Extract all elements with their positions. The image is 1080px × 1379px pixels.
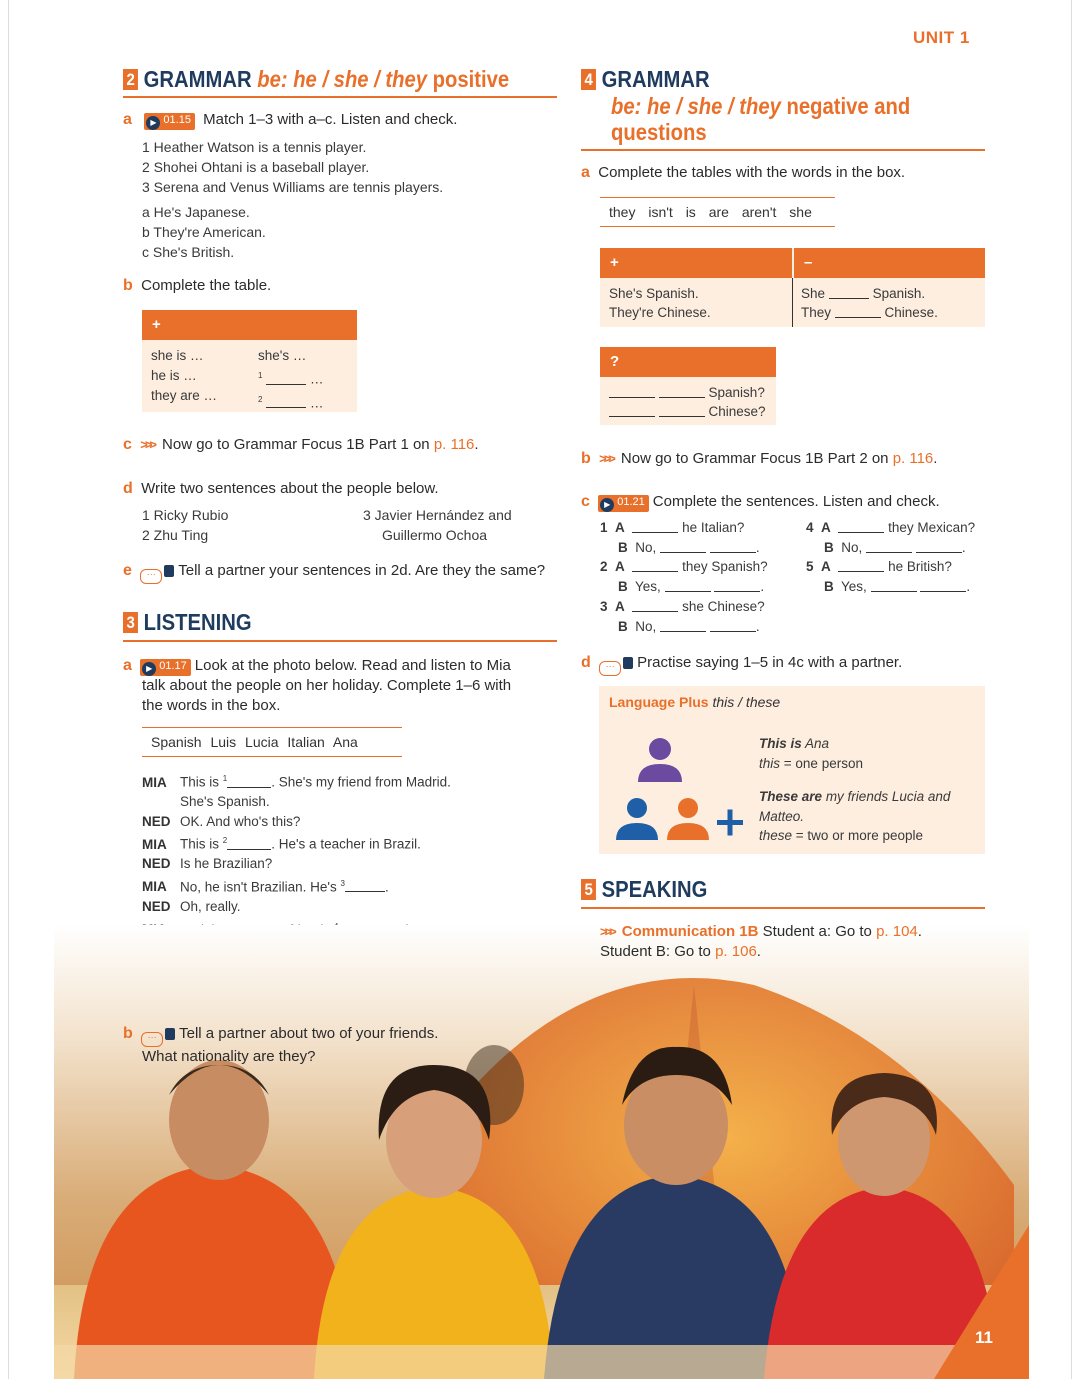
list-item: 1 Heather Watson is a tennis player. (142, 139, 367, 155)
table-header-question: ? (600, 347, 776, 377)
speech-bubble-icon: ··· (140, 569, 162, 584)
table-column-minus: She Spanish. They Chinese. (801, 286, 938, 320)
answer-blank[interactable] (227, 838, 271, 850)
section-rule (123, 96, 557, 98)
answer-blank[interactable] (714, 580, 760, 592)
table-header-plus: + (600, 248, 792, 278)
exercise-4c-items-left: 1 A he Italian? B No, . 2 A they Spanish? B Yes, . 3 A she Chinese? B No, . (600, 520, 768, 634)
play-icon: ▶ (146, 116, 160, 130)
answer-blank[interactable] (829, 287, 869, 299)
match-list (142, 137, 443, 262)
answer-blank[interactable] (632, 560, 678, 572)
page-number: 11 (975, 1328, 993, 1347)
exercise-4c-items-right: 4 A they Mexican? B No, . 5 A he British? B Yes, . (806, 520, 976, 595)
table-header-plus: + (142, 310, 357, 340)
two-people-plus-icon (613, 796, 753, 844)
exercise-2e: e ··· Tell a partner your sentences in 2d. Are they the same? (123, 562, 545, 584)
answer-blank[interactable] (838, 560, 884, 572)
language-plus-text: This is Ana this = one person These are my friends Lucia and Matteo. these = two or more people (759, 736, 951, 843)
answer-blank[interactable] (871, 580, 917, 592)
section-number: 2 (123, 69, 138, 90)
section-rule (581, 907, 985, 909)
people-list-left: 1 Ricky Rubio 2 Zhu Ting (142, 507, 229, 543)
answer-blank[interactable] (345, 880, 385, 892)
section-rule (581, 149, 985, 151)
double-chevron-icon: >>> (600, 924, 614, 939)
holiday-photo (54, 925, 1029, 1379)
page-link[interactable]: p. 116 (892, 450, 934, 467)
table-column-right: she's … $^1$ … $^2$ … (258, 348, 324, 410)
answer-blank[interactable] (266, 396, 306, 408)
answer-blank[interactable] (609, 405, 655, 417)
section-title: GRAMMAR (143, 66, 252, 92)
table-column-question: Spanish? Chinese? (609, 383, 766, 421)
answer-blank[interactable] (665, 580, 711, 592)
one-person-icon (635, 736, 685, 784)
answer-blank[interactable] (660, 541, 706, 553)
speaking-instructions: >>> Communication 1B Student a: Go to p. 104. Student B: Go to p. 106. (600, 923, 922, 960)
list-item: a He's Japanese. (142, 204, 250, 220)
exercise-2b: b Complete the table. (123, 277, 272, 294)
section-title: SPEAKING (601, 876, 708, 902)
answer-blank[interactable] (659, 405, 705, 417)
exercise-4c: c ▶ 01.21 Complete the sentences. Listen and check. (581, 493, 940, 510)
dialogue: MIA This is $^1$ . She's my friend from Madrid. She's Spanish. NED OK. And who's this? MIA This is $^2$ . He's a teacher in Brazil. NED Is he Brazilian? MIA No, he isn't Brazilian. He's $^3$ . NED Oh, really. (142, 769, 457, 1022)
list-item: b They're American. (142, 224, 266, 240)
people-list-right: 3 Javier Hernández and Guillermo Ochoa (363, 507, 512, 543)
word-box-3a: Spanish Luis Lucia Italian Ana (142, 727, 402, 757)
word-box-4a: they isn't is are aren't she (600, 197, 835, 227)
answer-blank[interactable] (632, 600, 678, 612)
exercise-3a: a ▶ 01.17 Look at the photo below. Read and listen to Mia talk about the people on her holiday. Complete 1–6 with the words in the box. (123, 657, 512, 714)
section-title: LISTENING (143, 609, 252, 635)
exercise-4a: a Complete the tables with the words in the box. (581, 164, 906, 181)
section-2-heading (123, 66, 509, 93)
play-icon: ▶ (600, 498, 614, 512)
exercise-3b: b ··· Tell a partner about two of your friends. What nationality are they? (123, 1025, 439, 1065)
answer-blank[interactable] (920, 580, 966, 592)
answer-blank[interactable] (710, 620, 756, 632)
exercise-2a: a ▶ 01.15 Match 1–3 with a–c. Listen and check. (123, 111, 458, 128)
section-rule (123, 640, 557, 642)
exercise-2c: c >>> Now go to Grammar Focus 1B Part 1 on p. 116. (123, 436, 479, 453)
page-link[interactable]: p. 104 (876, 923, 918, 940)
list-item: 2 Shohei Ohtani is a baseball player. (142, 159, 370, 175)
answer-blank[interactable] (659, 386, 705, 398)
section-title: GRAMMAR (601, 66, 710, 92)
answer-blank[interactable] (916, 541, 962, 553)
grammar-table-question (600, 347, 776, 425)
answer-blank[interactable] (835, 306, 881, 318)
exercise-2d: d Write two sentences about the people below. (123, 480, 439, 497)
table-column-plus: She's Spanish. They're Chinese. (609, 286, 711, 320)
section-4-heading (581, 66, 710, 93)
answer-blank[interactable] (710, 541, 756, 553)
double-chevron-icon: >>> (140, 437, 155, 452)
language-plus-title: Language Plus this / these (609, 694, 781, 710)
table-header-minus: – (794, 248, 985, 278)
audio-track-button[interactable]: ▶ 01.15 (144, 113, 195, 130)
section-number: 4 (581, 69, 596, 90)
answer-blank[interactable] (660, 620, 706, 632)
unit-label: UNIT 1 (913, 28, 970, 47)
exercise-4b: b >>> Now go to Grammar Focus 1B Part 2 on p. 116. (581, 450, 938, 467)
page-link[interactable]: p. 106 (715, 943, 757, 960)
list-item: c She's British. (142, 244, 235, 260)
answer-blank[interactable] (266, 373, 306, 385)
double-chevron-icon: >>> (599, 451, 613, 466)
section-3-heading (123, 609, 252, 636)
answer-blank[interactable] (866, 541, 912, 553)
answer-blank[interactable] (838, 521, 884, 533)
answer-blank[interactable] (609, 386, 655, 398)
textbook-page (8, 0, 1072, 1379)
audio-track-button[interactable]: ▶ 01.21 (598, 495, 649, 512)
section-number: 5 (581, 879, 596, 900)
section-subtitle: be: he / she / they positive (257, 66, 510, 92)
section-5-heading (581, 876, 707, 903)
table-column-left: she is … he is … they are … (151, 348, 218, 403)
section-number: 3 (123, 612, 138, 633)
exercise-4d: d ··· Practise saying 1–5 in 4c with a partner. (581, 654, 902, 676)
speech-bubble-icon: ··· (599, 661, 621, 676)
page-link[interactable]: p. 116 (433, 436, 475, 453)
answer-blank[interactable] (227, 776, 271, 788)
list-item: 3 Serena and Venus Williams are tennis players. (142, 179, 444, 195)
audio-track-button[interactable]: ▶ 01.17 (140, 659, 191, 676)
grammar-table-2b (142, 310, 357, 412)
section-4-subtitle: be: he / she / they negative and questions (611, 93, 911, 145)
play-icon: ▶ (142, 662, 156, 676)
answer-blank[interactable] (632, 521, 678, 533)
grammar-table-plus-minus (600, 248, 985, 327)
language-plus-box (599, 686, 985, 854)
speech-bubble-icon: ··· (141, 1032, 163, 1047)
